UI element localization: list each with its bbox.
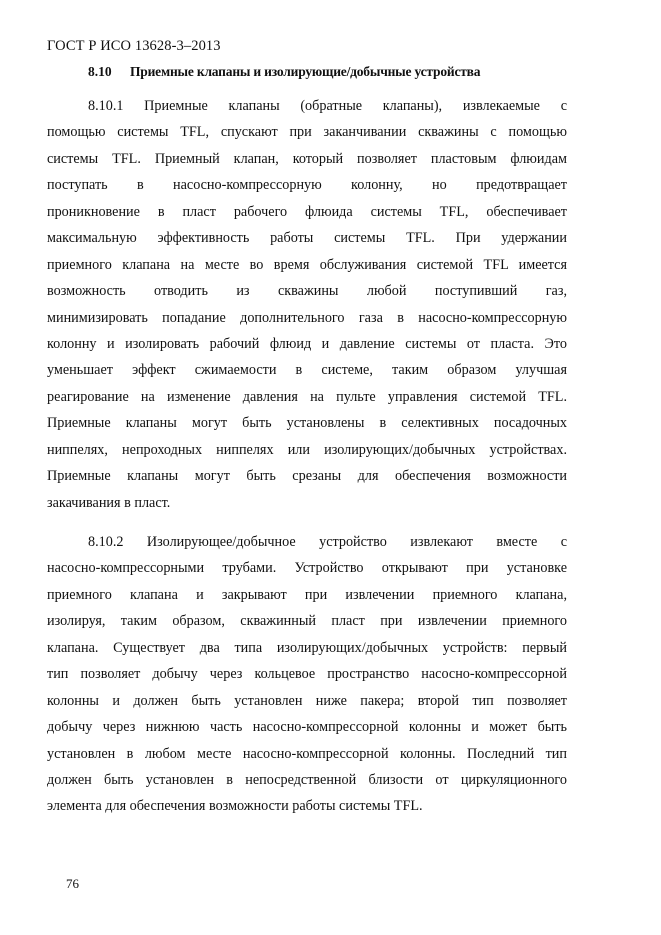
paragraph-line: Приемные клапаны могут быть установлены в селективных посадочных (47, 415, 567, 432)
paragraph-line: элемента для обеспечения возможности работы системы TFL. (47, 798, 423, 815)
section-title: Приемные клапаны и изолирующие/добычные устройства (130, 64, 481, 79)
paragraph-line: колонну и изолировать рабочий флюид и давление системы от пласта. Это (47, 335, 567, 352)
paragraph-line: установлен в любом месте насосно-компрессорной колонны. Последний тип (47, 745, 567, 762)
paragraph-line: системы TFL. Приемный клапан, который позволяет пластовым флюидам (47, 150, 567, 167)
paragraph-line: колонны и должен быть установлен ниже пакера; второй тип позволяет (47, 692, 567, 709)
paragraph-line: 8.10.1 Приемные клапаны (обратные клапаны), извлекаемые с (88, 98, 567, 114)
paragraph-line: проникновение в пласт рабочего флюида системы TFL, обеспечивает (47, 203, 567, 220)
paragraph-line: уменьшает эффект сжимаемости в системе, таким образом улучшая (47, 362, 567, 379)
paragraph-line: поступать в насосно-компрессорную колонну, но предотвращает (47, 177, 567, 194)
paragraph-line: закачивания в пласт. (47, 494, 171, 511)
paragraph-line: ниппелях, непроходных ниппелях или изолирующих/добычных устройствах. (47, 441, 567, 458)
paragraph-line: приемного клапана на месте во время обслуживания системой TFL имеется (47, 256, 567, 273)
paragraph-line: добычу через нижнюю часть насосно-компрессорной колонны и может быть (47, 719, 567, 736)
paragraph-line: приемного клапана и закрывают при извлечении приемного клапана, (47, 586, 567, 603)
section-number: 8.10 (88, 64, 112, 79)
paragraph-line: насосно-компрессорными трубами. Устройство открывают при установке (47, 560, 567, 577)
document-standard-header: ГОСТ Р ИСО 13628-3–2013 (47, 38, 221, 54)
paragraph-line: минимизировать попадание дополнительного газа в насосно-компрессорную (47, 309, 567, 326)
paragraph-line: изолируя, таким образом, скважинный пласт при извлечении приемного (47, 613, 567, 630)
paragraph-line: клапана. Существует два типа изолирующих/добычных устройств: первый (47, 639, 567, 656)
paragraph-line: максимальную эффективность работы системы TFL. При удержании (47, 230, 567, 247)
paragraph-line: должен быть установлен в непосредственной близости от циркуляционного (47, 771, 567, 788)
paragraph-line: возможность отводить из скважины любой поступивший газ, (47, 283, 567, 300)
section-heading (88, 64, 568, 80)
paragraph-line: тип позволяет добычу через кольцевое пространство насосно-компрессорной (47, 666, 567, 683)
paragraph-8-10-1 (47, 93, 567, 516)
paragraph-line: Приемные клапаны могут быть срезаны для обеспечения возможности (47, 468, 567, 485)
paragraph-line: 8.10.2 Изолирующее/добычное устройство извлекают вместе с (88, 534, 567, 550)
paragraph-8-10-2 (47, 529, 567, 820)
paragraph-line: реагирование на изменение давления на пульте управления системой TFL. (47, 388, 567, 405)
paragraph-line: помощью системы TFL, спускают при заканчивании скважины с помощью (47, 124, 567, 141)
page-number: 76 (66, 876, 79, 891)
